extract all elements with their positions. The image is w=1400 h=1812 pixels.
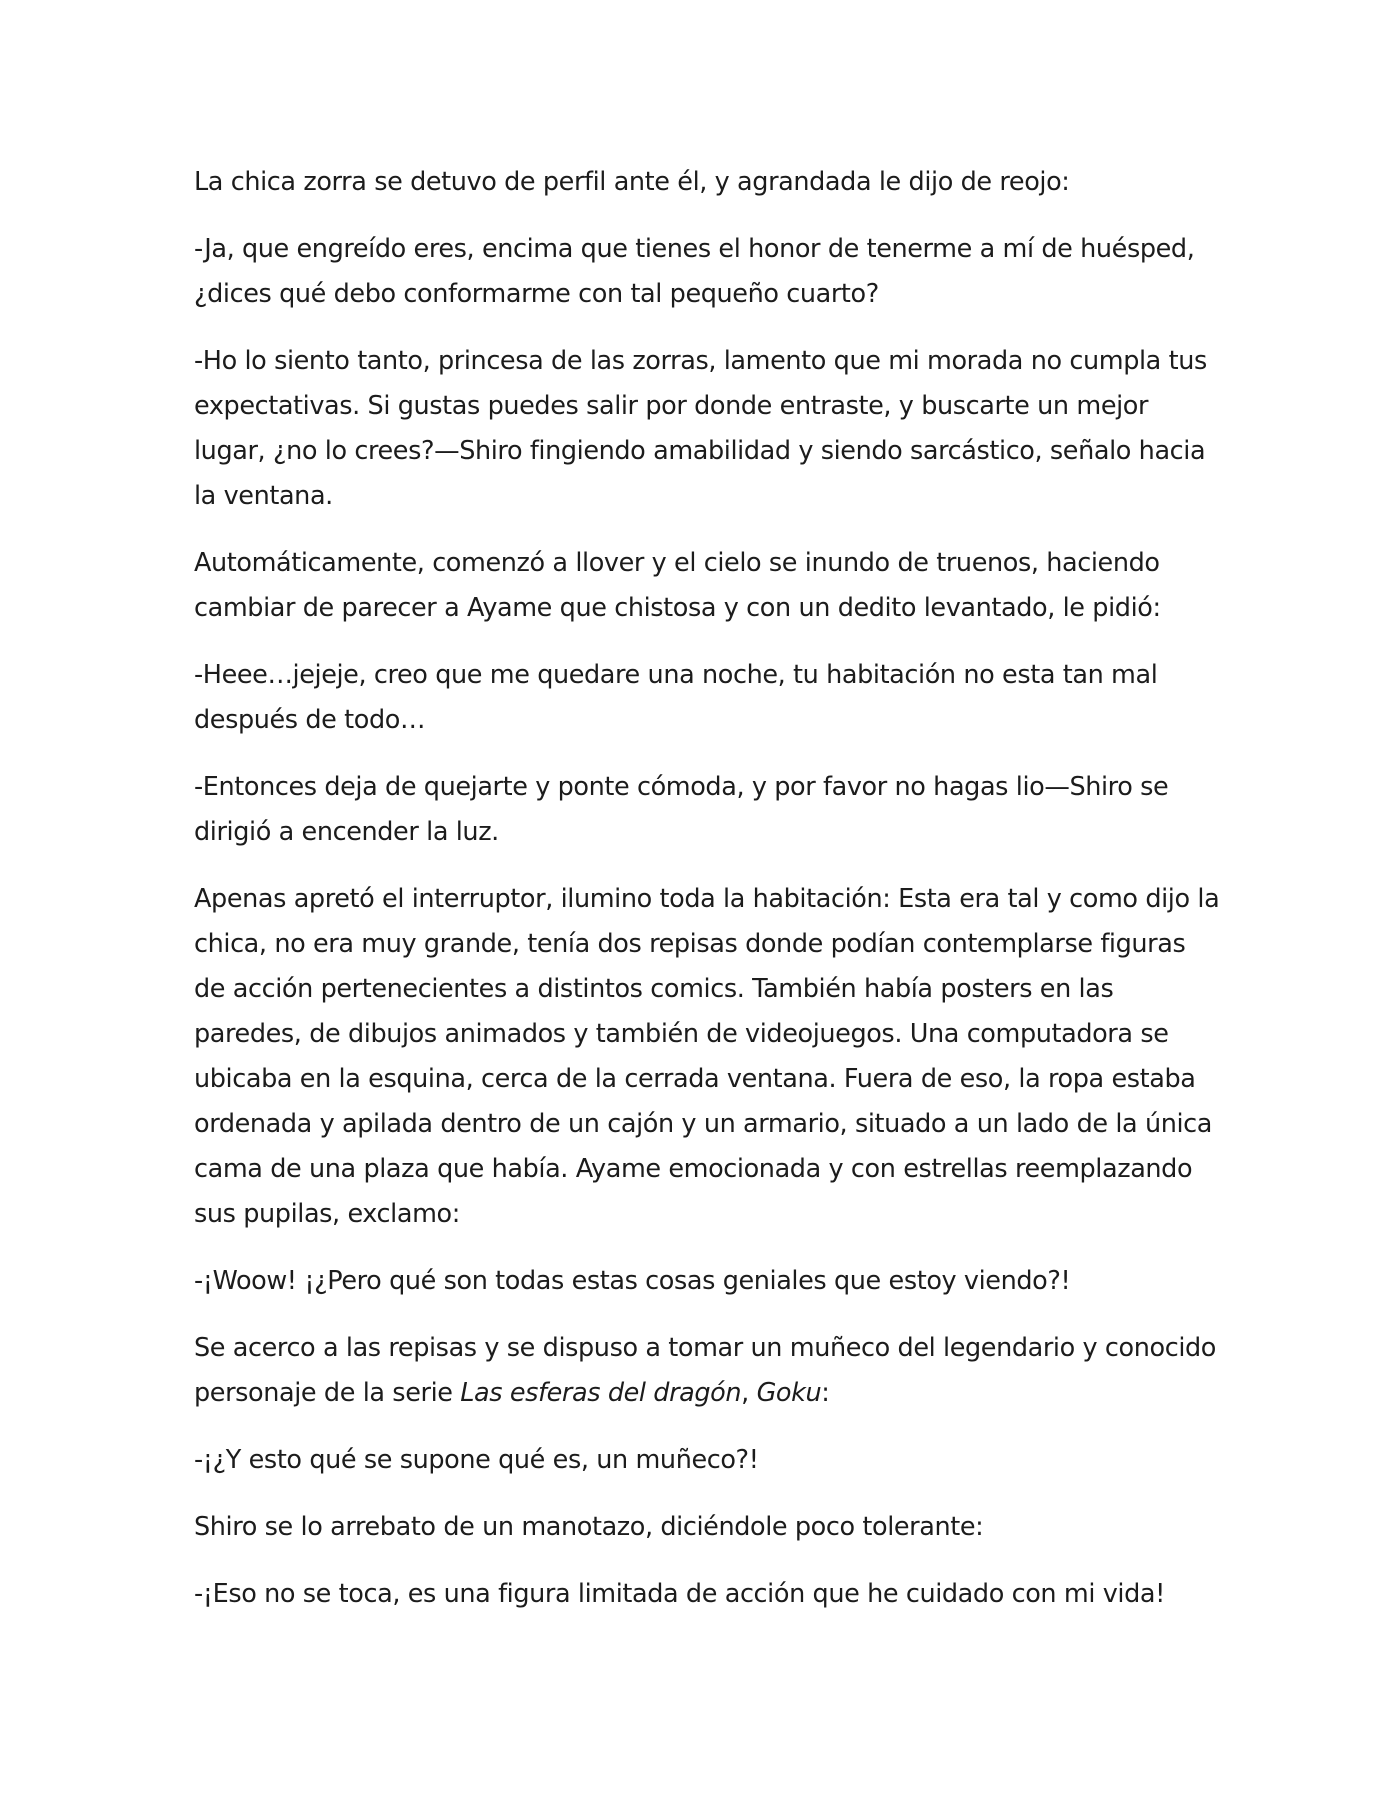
document-page (194, 160, 1224, 1639)
series-title: Las esferas del dragón (460, 1378, 742, 1408)
character-name: Goku (756, 1378, 822, 1408)
paragraph-4: Automáticamente, comenzó a llover y el cielo se inundo de truenos, haciendo cambiar de parecer a Ayame que chistosa y con un dedito levantado, le pidió: (194, 548, 1161, 623)
goku-paragraph-separator: , (741, 1378, 757, 1408)
paragraph-goku (194, 1326, 1224, 1416)
paragraph-3: -Ho lo siento tanto, princesa de las zorras, lamento que mi morada no cumpla tus expectativas. Si gustas puedes salir por donde entraste, y buscarte un mejor lugar, ¿no lo crees?—Shiro fingiendo amabilidad y siendo sarcástico, señalo hacia la ventana. (194, 346, 1207, 511)
paragraph-5: -Heee…jejeje, creo que me quedare una noche, tu habitación no esta tan mal después de todo… (194, 660, 1158, 735)
goku-paragraph-text: Se acerco a las repisas y se dispuso a tomar un muñeco del legendario y conocido personaje de la serie (194, 1333, 1216, 1408)
goku-paragraph-end: : (821, 1378, 830, 1408)
paragraph-8: -¡Woow! ¡¿Pero qué son todas estas cosas geniales que estoy viendo?! (194, 1266, 1071, 1296)
paragraph-7: Apenas apretó el interruptor, ilumino toda la habitación: Esta era tal y como dijo la chica, no era muy grande, tenía dos repisas donde podían contemplarse figuras de acción pertenecientes a distintos comics. También había posters en las paredes, de dibujos animados y también de videojuegos. Una computadora se ubicaba en la esquina, cerca de la cerrada ventana. Fuera de eso, la ropa estaba ordenada y apilada dentro de un cajón y un armario, situado a un lado de la única cama de una plaza que había. Ayame emocionada y con estrellas reemplazando sus pupilas, exclamo: (194, 884, 1220, 1229)
paragraph-10: -¡¿Y esto qué se supone qué es, un muñeco?! (194, 1445, 759, 1475)
paragraph-1: La chica zorra se detuvo de perfil ante él, y agrandada le dijo de reojo: (194, 167, 1070, 197)
paragraph-12: -¡Eso no se toca, es una figura limitada de acción que he cuidado con mi vida! (194, 1579, 1165, 1609)
paragraph-6: -Entonces deja de quejarte y ponte cómoda, y por favor no hagas lio—Shiro se dirigió a encender la luz. (194, 772, 1169, 847)
paragraph-11: Shiro se lo arrebato de un manotazo, diciéndole poco tolerante: (194, 1512, 984, 1542)
paragraph-2: -Ja, que engreído eres, encima que tienes el honor de tenerme a mí de huésped, ¿dices qué debo conformarme con tal pequeño cuarto? (194, 234, 1195, 309)
